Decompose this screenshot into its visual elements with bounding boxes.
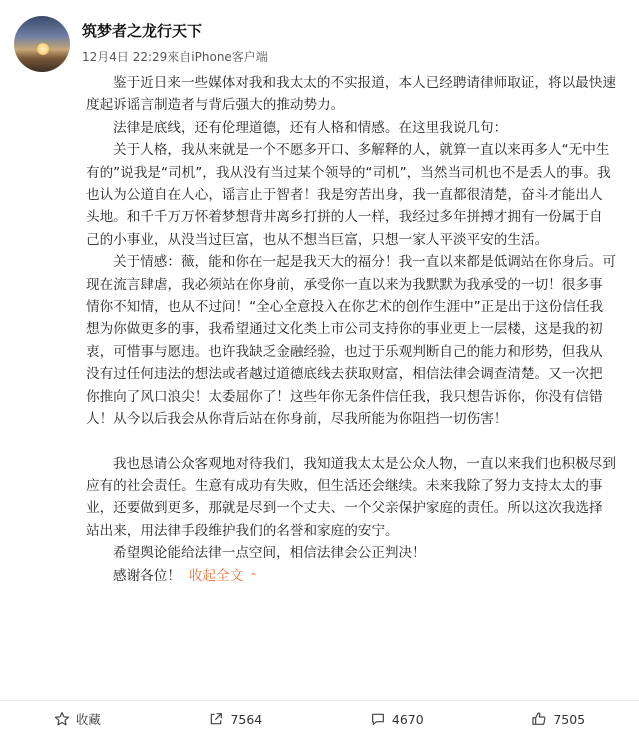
comment-button[interactable] [370, 711, 424, 727]
share-icon [208, 711, 224, 727]
comment-icon [370, 711, 386, 727]
paragraph: 希望舆论能给法律一点空间，相信法律会公正判决！ [113, 545, 426, 562]
collapse-label: 收起全文 [188, 567, 244, 584]
post-meta: 12月4日 22:29來自iPhone客户端 [82, 50, 268, 64]
paragraph: 法律是底线，还有伦理道德，还有人格和情感。在这里我说几句： [113, 119, 508, 136]
paragraph: 我也恳请公众客观地对待我们，我知道我太太是公众人物，一直以来我们也积极尽到应有的社会责任。生意有成功有失败，但生活还会继续。未来我除了努力支持太太的事业，还要做到更多，那就是尽到一个丈夫、一个父亲保护家庭的责任。所以这次我选择站出来，用法律手段维护我们的名誉和家庭的安宁。 [86, 455, 616, 539]
star-icon [54, 711, 70, 727]
favorite-label: 收藏 [75, 712, 101, 727]
repost-button[interactable] [208, 711, 262, 727]
chevron-up-icon: ⌃ [249, 571, 258, 583]
avatar-sun [37, 43, 49, 55]
favorite-button[interactable] [54, 710, 101, 728]
paragraph: 关于情感：薇，能和你在一起是我天大的福分！我一直以来都是低调站在你身后。可现在流言肆虐，我必须站在你身前，承受你一直以来为我默默为我承受的一切！很多事情你不知情，也从不过问！“全心全意投入在你艺术的创作生涯中”正是出于这份信任我想为你做更多的事，我希望通过文化类上市公司支持你的事业更上一层楼，这是我的初衷，可惜事与愿违。也许我缺乏金融经验，也过于乐观判断自己的能力和形势，但我从没有过任何违法的想法或者越过道德底线去获取财富，相信法律会调查清楚。又一次把你推向了风口浪尖！太委屈你了！这些年你无条件信任我，我只想告诉你，你没有信错人！从今以后我会从你背后站在你身前，尽我所能为你阻挡一切伤害！ [86, 254, 616, 428]
action-bar [0, 701, 639, 737]
user-name[interactable]: 筑梦者之龙行天下 [82, 22, 203, 40]
collapse-button[interactable] [189, 568, 258, 584]
post-header [0, 0, 639, 80]
avatar[interactable] [14, 16, 70, 72]
thumbs-up-icon [531, 711, 547, 727]
comment-count: 4670 [391, 711, 424, 727]
like-button[interactable] [531, 711, 585, 727]
repost-count: 7564 [230, 711, 263, 727]
closing-row [86, 565, 616, 589]
like-count: 7505 [553, 711, 586, 727]
paragraph: 关于人格，我从来就是一个不愿多开口、多解释的人，就算一直以来再多人“无中生有的”说我是“司机”，我从没有当过某个领导的“司机”，当然当司机也不是丢人的事。我也认为公道自在人心，谣言止于智者！我是穷苦出身，我一直都很清楚，奋斗才能出人头地。和千千万万怀着梦想背井离乡打拼的人一样，我经过多年拼搏才拥有一份属于自己的小事业，从没当过巨富，也从不想当巨富，只想一家人平淡平安的生活。 [86, 142, 611, 248]
post-content [86, 72, 616, 589]
closing-text: 感谢各位！ [113, 567, 181, 584]
paragraph: 鉴于近日来一些媒体对我和我太太的不实报道，本人已经聘请律师取证，将以最快速度起诉谣言制造者与背后强大的推动势力。 [86, 75, 616, 114]
